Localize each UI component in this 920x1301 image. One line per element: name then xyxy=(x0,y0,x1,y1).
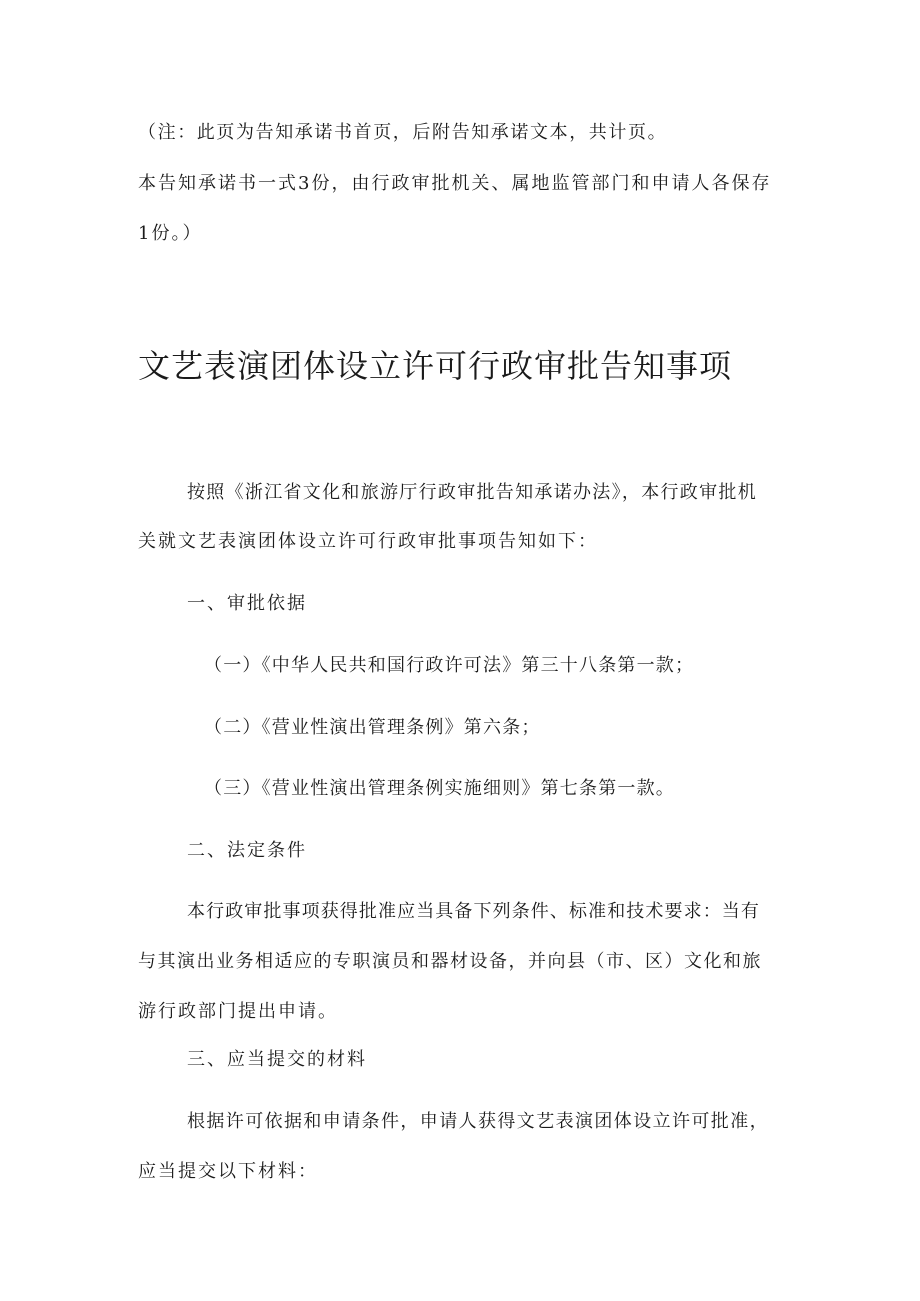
page-title: 文艺表演团体设立许可行政审批告知事项 xyxy=(138,347,733,385)
intro-line-2: 关就文艺表演团体设立许可行政审批事项告知如下： xyxy=(138,531,598,552)
conditions-line-2: 与其演出业务相适应的专职演员和器材设备，并向县（市、区）文化和旅 xyxy=(138,951,762,972)
basis-item-3: （三）《营业性演出管理条例实施细则》第七条第一款。 xyxy=(204,778,675,799)
conditions-line-1: 本行政审批事项获得批准应当具备下列条件、标准和技术要求：当有 xyxy=(187,901,760,922)
materials-line-2: 应当提交以下材料： xyxy=(138,1161,318,1182)
note-line-1: （注：此页为告知承诺书首页，后附告知承诺文本，共计页。 xyxy=(138,122,668,143)
basis-item-1: （一）《中华人民共和国行政许可法》第三十八条第一款； xyxy=(204,655,695,676)
note-line-3: 1份。） xyxy=(138,223,203,244)
section-2-heading: 二、法定条件 xyxy=(187,840,307,861)
note-line-2: 本告知承诺书一式3份，由行政审批机关、属地监管部门和申请人各保存 xyxy=(138,173,772,194)
section-3-heading: 三、应当提交的材料 xyxy=(187,1049,367,1070)
section-1-heading: 一、审批依据 xyxy=(187,593,307,614)
conditions-line-3: 游行政部门提出申请。 xyxy=(138,1001,338,1022)
basis-item-2: （二）《营业性演出管理条例》第六条； xyxy=(204,717,541,738)
intro-line-1: 按照《浙江省文化和旅游厅行政审批告知承诺办法》，本行政审批机 xyxy=(187,482,757,503)
materials-line-1: 根据许可依据和申请条件，申请人获得文艺表演团体设立许可批准， xyxy=(187,1111,769,1132)
